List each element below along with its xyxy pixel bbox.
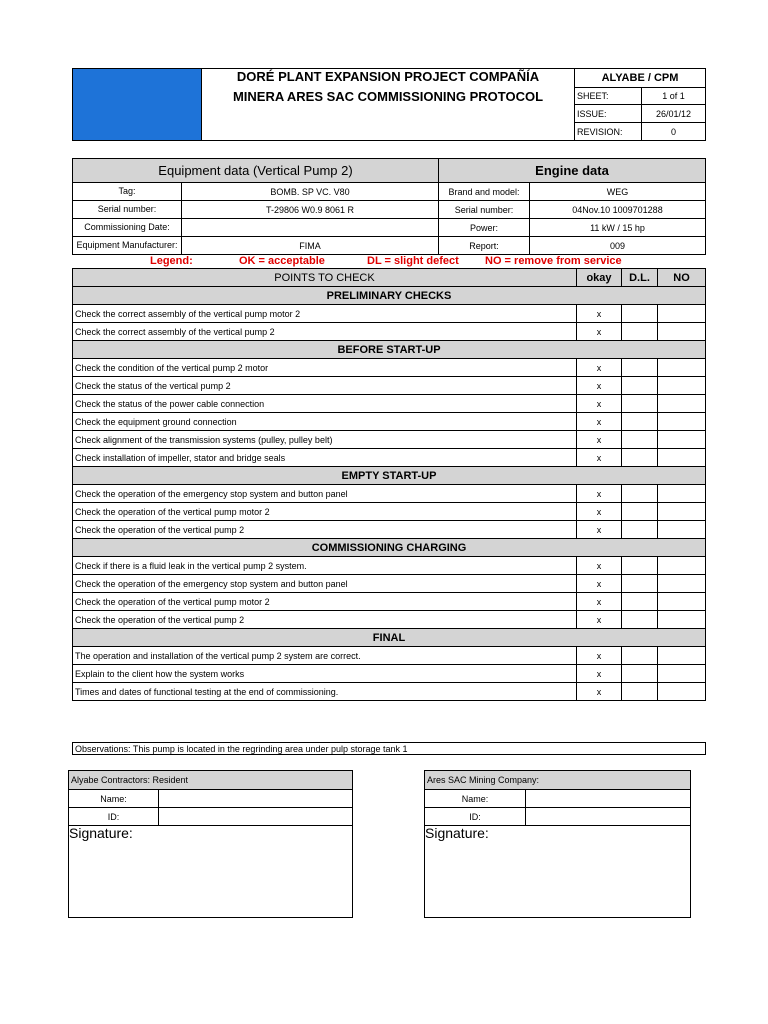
check-item-text: Check the correct assembly of the vertical pump motor 2 bbox=[72, 304, 577, 323]
equipment-label: Serial number: bbox=[72, 200, 182, 219]
check-okay-cell[interactable]: x bbox=[576, 376, 622, 395]
check-okay-cell[interactable]: x bbox=[576, 358, 622, 377]
check-okay-cell[interactable]: x bbox=[576, 430, 622, 449]
equipment-data-title: Equipment data (Vertical Pump 2) bbox=[72, 158, 439, 183]
check-dl-cell[interactable] bbox=[621, 556, 658, 575]
engine-data-title: Engine data bbox=[438, 158, 706, 183]
check-okay-cell[interactable]: x bbox=[576, 682, 622, 701]
check-okay-cell[interactable]: x bbox=[576, 610, 622, 629]
check-item-text: Check the operation of the vertical pump 2 bbox=[72, 520, 577, 539]
left-signature-label: Signature: bbox=[69, 825, 133, 841]
column-okay: okay bbox=[576, 268, 622, 287]
legend-label: Legend: bbox=[150, 255, 193, 267]
check-no-cell[interactable] bbox=[657, 484, 706, 503]
check-item-text: Check the status of the vertical pump 2 bbox=[72, 376, 577, 395]
check-no-cell[interactable] bbox=[657, 448, 706, 467]
document-title-line2: MINERA ARES SAC COMMISSIONING PROTOCOL bbox=[232, 89, 544, 104]
section-title: FINAL bbox=[72, 628, 706, 647]
section-title: BEFORE START-UP bbox=[72, 340, 706, 359]
check-no-cell[interactable] bbox=[657, 574, 706, 593]
issue-value: 26/01/12 bbox=[641, 104, 706, 123]
engine-value: 009 bbox=[529, 236, 706, 255]
check-no-cell[interactable] bbox=[657, 394, 706, 413]
check-no-cell[interactable] bbox=[657, 322, 706, 341]
equipment-value bbox=[181, 218, 439, 237]
check-item-text: Check the status of the power cable connection bbox=[72, 394, 577, 413]
check-no-cell[interactable] bbox=[657, 412, 706, 431]
check-no-cell[interactable] bbox=[657, 646, 706, 665]
engine-value: 11 kW / 15 hp bbox=[529, 218, 706, 237]
section-title: PRELIMINARY CHECKS bbox=[72, 286, 706, 305]
check-item-text: Explain to the client how the system works bbox=[72, 664, 577, 683]
issue-label: ISSUE: bbox=[574, 104, 642, 123]
right-signature-label: Signature: bbox=[425, 825, 489, 841]
equipment-label: Commissioning Date: bbox=[72, 218, 182, 237]
check-dl-cell[interactable] bbox=[621, 484, 658, 503]
equipment-label: Tag: bbox=[72, 182, 182, 201]
right-id-label: ID: bbox=[424, 807, 526, 826]
check-dl-cell[interactable] bbox=[621, 682, 658, 701]
check-no-cell[interactable] bbox=[657, 376, 706, 395]
legend-no: NO = remove from service bbox=[485, 255, 622, 267]
equipment-value: T-29806 W0.9 8061 R bbox=[181, 200, 439, 219]
check-dl-cell[interactable] bbox=[621, 304, 658, 323]
check-dl-cell[interactable] bbox=[621, 322, 658, 341]
check-okay-cell[interactable]: x bbox=[576, 394, 622, 413]
equipment-label: Equipment Manufacturer: bbox=[72, 236, 182, 255]
equipment-value: FIMA bbox=[181, 236, 439, 255]
check-dl-cell[interactable] bbox=[621, 502, 658, 521]
right-name-label: Name: bbox=[424, 789, 526, 808]
engine-label: Serial number: bbox=[438, 200, 530, 219]
company-code: ALYABE / CPM bbox=[574, 68, 706, 88]
equipment-value: BOMB. SP VC. V80 bbox=[181, 182, 439, 201]
check-okay-cell[interactable]: x bbox=[576, 664, 622, 683]
check-dl-cell[interactable] bbox=[621, 430, 658, 449]
right-id-field[interactable] bbox=[525, 807, 691, 826]
check-item-text: Check the operation of the vertical pump 2 bbox=[72, 610, 577, 629]
check-item-text: Check the operation of the vertical pump motor 2 bbox=[72, 592, 577, 611]
check-no-cell[interactable] bbox=[657, 592, 706, 611]
check-dl-cell[interactable] bbox=[621, 520, 658, 539]
check-no-cell[interactable] bbox=[657, 664, 706, 683]
check-dl-cell[interactable] bbox=[621, 664, 658, 683]
legend-dl: DL = slight defect bbox=[367, 255, 459, 267]
engine-label: Brand and model: bbox=[438, 182, 530, 201]
check-okay-cell[interactable]: x bbox=[576, 574, 622, 593]
legend-ok: OK = acceptable bbox=[239, 255, 325, 267]
engine-value: 04Nov.10 1009701288 bbox=[529, 200, 706, 219]
check-item-text: Check alignment of the transmission systems (pulley, pulley belt) bbox=[72, 430, 577, 449]
right-name-field[interactable] bbox=[525, 789, 691, 808]
document-title-line1: DORÉ PLANT EXPANSION PROJECT COMPAÑÍA bbox=[236, 69, 540, 84]
check-okay-cell[interactable]: x bbox=[576, 448, 622, 467]
check-dl-cell[interactable] bbox=[621, 358, 658, 377]
check-no-cell[interactable] bbox=[657, 520, 706, 539]
check-item-text: Check the operation of the emergency stop system and button panel bbox=[72, 484, 577, 503]
check-item-text: Check the correct assembly of the vertical pump 2 bbox=[72, 322, 577, 341]
check-okay-cell[interactable]: x bbox=[576, 646, 622, 665]
check-item-text: Check if there is a fluid leak in the vertical pump 2 system. bbox=[72, 556, 577, 575]
engine-label: Report: bbox=[438, 236, 530, 255]
check-okay-cell[interactable]: x bbox=[576, 592, 622, 611]
left-id-label: ID: bbox=[68, 807, 159, 826]
check-no-cell[interactable] bbox=[657, 304, 706, 323]
check-no-cell[interactable] bbox=[657, 358, 706, 377]
check-no-cell[interactable] bbox=[657, 556, 706, 575]
check-item-text: Check the condition of the vertical pump 2 motor bbox=[72, 358, 577, 377]
check-dl-cell[interactable] bbox=[621, 394, 658, 413]
engine-label: Power: bbox=[438, 218, 530, 237]
check-item-text: Check the equipment ground connection bbox=[72, 412, 577, 431]
column-dl: D.L. bbox=[621, 268, 658, 287]
left-name-label: Name: bbox=[68, 789, 159, 808]
check-okay-cell[interactable]: x bbox=[576, 304, 622, 323]
sheet-value: 1 of 1 bbox=[641, 87, 706, 105]
check-no-cell[interactable] bbox=[657, 682, 706, 701]
right-signer-title: Ares SAC Mining Company: bbox=[424, 770, 691, 790]
check-okay-cell[interactable]: x bbox=[576, 412, 622, 431]
section-title: EMPTY START-UP bbox=[72, 466, 706, 485]
check-dl-cell[interactable] bbox=[621, 448, 658, 467]
check-dl-cell[interactable] bbox=[621, 412, 658, 431]
revision-label: REVISION: bbox=[574, 122, 642, 141]
left-name-field[interactable] bbox=[158, 789, 353, 808]
check-dl-cell[interactable] bbox=[621, 646, 658, 665]
check-dl-cell[interactable] bbox=[621, 610, 658, 629]
check-no-cell[interactable] bbox=[657, 502, 706, 521]
check-no-cell[interactable] bbox=[657, 610, 706, 629]
check-item-text: Check installation of impeller, stator and bridge seals bbox=[72, 448, 577, 467]
check-item-text: The operation and installation of the vertical pump 2 system are correct. bbox=[72, 646, 577, 665]
engine-value: WEG bbox=[529, 182, 706, 201]
check-okay-cell[interactable]: x bbox=[576, 556, 622, 575]
section-title: COMMISSIONING CHARGING bbox=[72, 538, 706, 557]
check-okay-cell[interactable]: x bbox=[576, 484, 622, 503]
check-okay-cell[interactable]: x bbox=[576, 502, 622, 521]
column-no: NO bbox=[657, 268, 706, 287]
points-to-check-header: POINTS TO CHECK bbox=[72, 268, 577, 287]
check-item-text: Times and dates of functional testing at the end of commissioning. bbox=[72, 682, 577, 701]
check-item-text: Check the operation of the vertical pump motor 2 bbox=[72, 502, 577, 521]
company-logo bbox=[73, 69, 201, 140]
observations: Observations: This pump is located in the regrinding area under pulp storage tank 1 bbox=[72, 742, 706, 755]
left-id-field[interactable] bbox=[158, 807, 353, 826]
check-dl-cell[interactable] bbox=[621, 592, 658, 611]
check-okay-cell[interactable]: x bbox=[576, 322, 622, 341]
check-dl-cell[interactable] bbox=[621, 574, 658, 593]
revision-value: 0 bbox=[641, 122, 706, 141]
left-signer-title: Alyabe Contractors: Resident bbox=[68, 770, 353, 790]
check-okay-cell[interactable]: x bbox=[576, 520, 622, 539]
check-no-cell[interactable] bbox=[657, 430, 706, 449]
check-dl-cell[interactable] bbox=[621, 376, 658, 395]
sheet-label: SHEET: bbox=[574, 87, 642, 105]
check-item-text: Check the operation of the emergency stop system and button panel bbox=[72, 574, 577, 593]
